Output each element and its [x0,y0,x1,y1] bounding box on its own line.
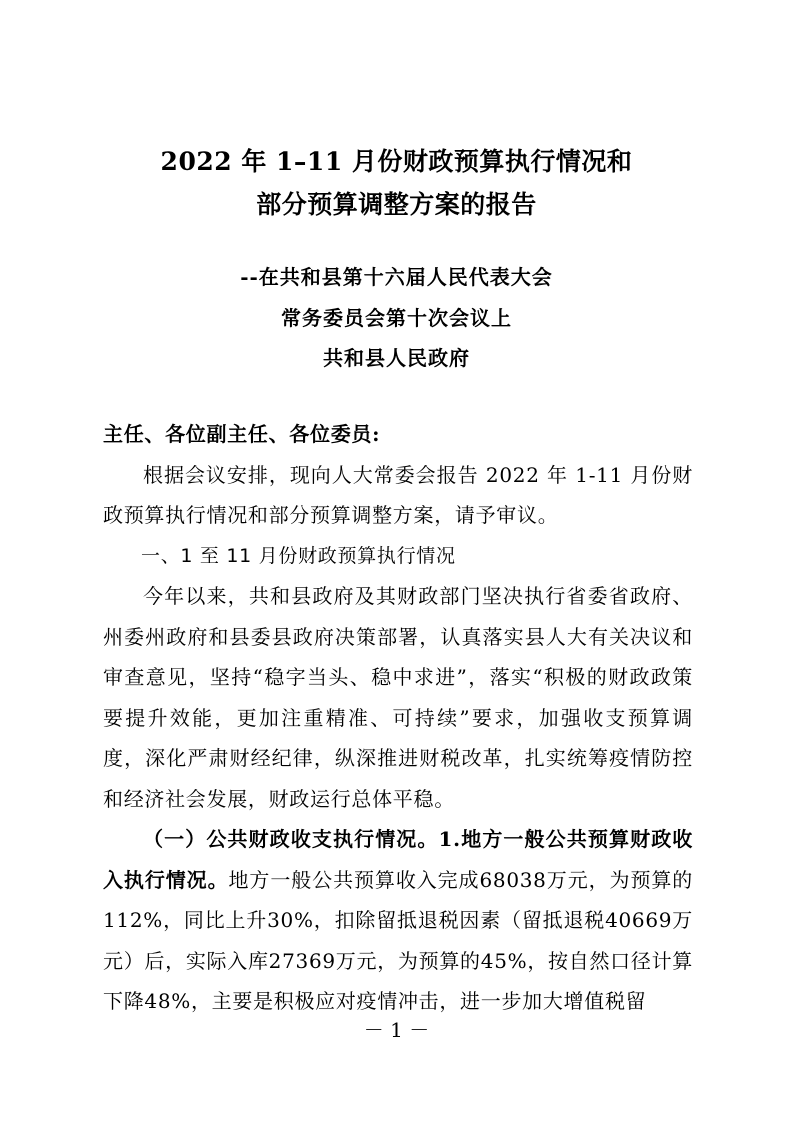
report-body [103,414,693,1022]
section-heading-1: 一、1 至 11 月份财政预算执行情况 [141,544,456,567]
page-number: － 1 － [363,1018,430,1042]
section1-heading: （一）公共财政收支执行情况。1.地方一般公共预算财政收入执行情况。 [103,827,693,892]
section1-text: 地方一般公共预算收入完成68038万元，为预算的112%，同比上升30%，扣除留抵退税因素（留抵退税40669万元）后，实际入库27369万元，为预算的45%，按自然口径计算下降48%，主要是积极应对疫情冲击，进一步加大增值税留 [103,867,693,1013]
overview-paragraph: 今年以来，共和县政府及其财政部门坚决执行省委省政府、州委州政府和县委县政府决策部署，认真落实县人大有关决议和审查意见，坚持“稳字当头、稳中求进”，落实“积极的财政政策要提升效能，更加注重精准、可持续”要求，加强收支预算调度，深化严肃财经纪律，纵深推进财税改革，扎实统筹疫情防控和经济社会发展，财政运行总体平稳。 [103,584,693,811]
intro-paragraph: 根据会议安排，现向人大常委会报告 2022 年 1-11 月份财政预算执行情况和部分预算调整方案，请予审议。 [103,462,693,527]
subtitle-issuer: 共和县人民政府 [323,346,470,370]
salutation: 主任、各位副主任、各位委员: [103,422,381,446]
section1-paragraph [103,819,693,1022]
subtitle-line-2: 常务委员会第十次会议上 [281,306,512,330]
title-line-1: 2022 年 1–11 月份财政预算执行情况和 [160,147,633,176]
subtitle-line-1: --在共和县第十六届人民代表大会 [240,265,553,289]
title-line-2: 部分预算调整方案的报告 [256,190,537,219]
